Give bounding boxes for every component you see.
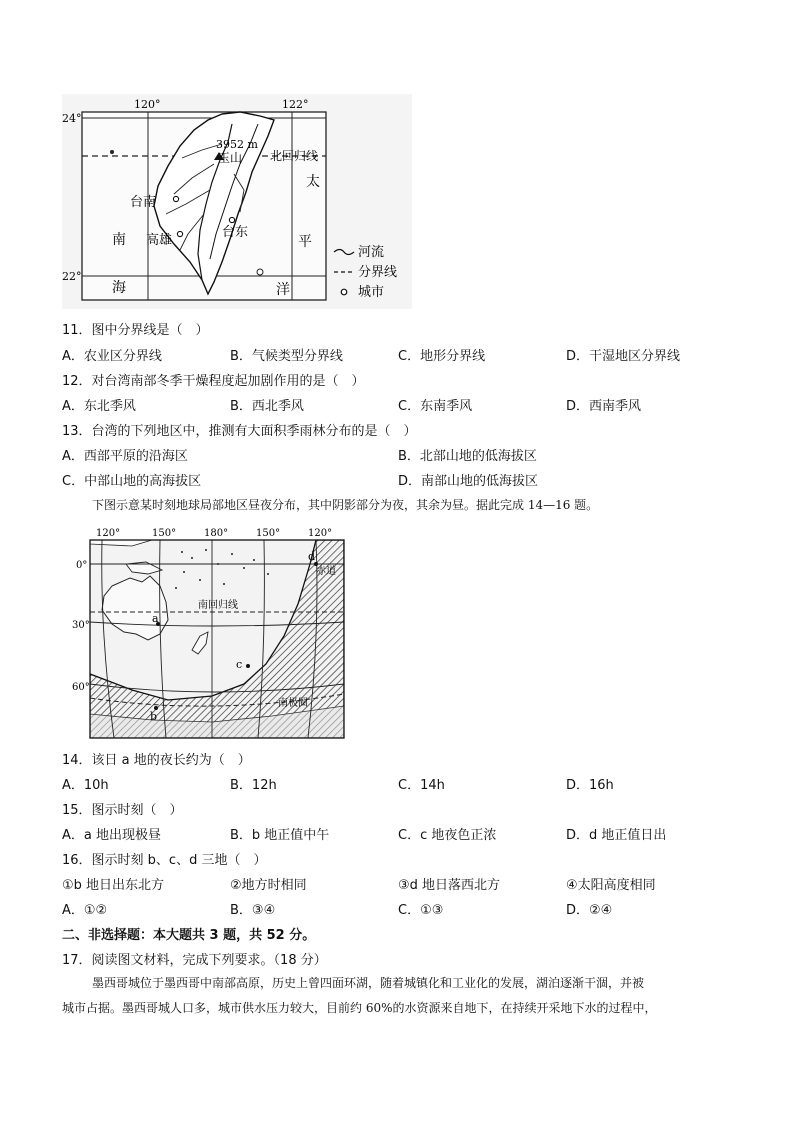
q14-option-b[interactable]: B．12h (230, 778, 277, 793)
lon-label-1: 120° (96, 528, 121, 539)
q14-option-d[interactable]: D．16h (566, 778, 614, 793)
q11-stem: 11．图中分界线是（ ） (62, 323, 209, 338)
q14-stem: 14．该日 a 地的夜长约为（ ） (62, 753, 251, 768)
q16-item-1: ①b 地日出东北方 (62, 878, 165, 893)
lon-label-120: 120° (134, 98, 161, 111)
taiwan-map (62, 94, 412, 309)
lon-label-122: 122° (282, 98, 309, 111)
point-a-label: a (152, 612, 159, 625)
q13-option-b[interactable]: B．北部山地的低海拔区 (398, 449, 537, 464)
polar-circle-label: 南极圈 (278, 698, 308, 709)
q11-option-c[interactable]: C．地形分界线 (398, 349, 486, 364)
legend-boundary-label: 分界线 (358, 265, 398, 280)
lon-label-4: 150° (256, 528, 281, 539)
q12-stem: 12．对台湾南部冬季干燥程度起加剧作用的是（ ） (62, 374, 365, 389)
q15-option-b[interactable]: B．b 地正值中午 (230, 828, 330, 843)
section-2-heading: 二、非选择题：本大题共 3 题，共 52 分。 (62, 928, 316, 943)
q16-option-b[interactable]: B．③④ (230, 903, 276, 918)
q15-option-c[interactable]: C．c 地夜色正浓 (398, 828, 497, 843)
q13-option-a[interactable]: A．西部平原的沿海区 (62, 449, 188, 464)
q13-stem: 13．台湾的下列地区中，推测有大面积季雨林分布的是（ ） (62, 424, 417, 439)
q17-paragraph-line-2: 城市占据。墨西哥城人口多，城市供水压力较大，目前约 60%的水资源来自地下，在持续开采地下水的过程中， (62, 1001, 657, 1015)
equator-label: 赤道 (316, 566, 336, 577)
point-d-label: d (308, 550, 316, 563)
q11-option-b[interactable]: B．气候类型分界线 (230, 349, 343, 364)
q15-option-d[interactable]: D．d 地正值日出 (566, 828, 667, 843)
point-c-marker (246, 664, 250, 668)
q16-stem: 16．图示时刻 b、c、d 三地（ ） (62, 853, 267, 868)
ocean-label-3: 洋 (276, 282, 290, 298)
q16-item-4: ④太阳高度相同 (566, 878, 656, 893)
lon-label-3: 180° (204, 528, 229, 539)
city-label-kaohsiung: 高雄 (146, 233, 173, 248)
q16-item-3: ③d 地日落西北方 (398, 878, 501, 893)
lat-label-30: 30° (72, 620, 90, 631)
q16-option-c[interactable]: C．①③ (398, 903, 444, 918)
legend-city-label: 城市 (358, 285, 385, 300)
lat-label-0: 0° (76, 560, 88, 571)
q16-option-d[interactable]: D．②④ (566, 903, 613, 918)
ocean-label-2: 平 (298, 234, 312, 250)
sea-label-2: 海 (112, 280, 126, 296)
q17-stem: 17．阅读图文材料，完成下列要求。（18 分） (62, 953, 327, 968)
city-dot-tainan (173, 196, 178, 201)
city-legend-icon (341, 289, 347, 295)
q12-option-d[interactable]: D．西南季风 (566, 399, 642, 414)
lat-label-22: 22° (62, 270, 82, 283)
island (110, 150, 114, 154)
q13-option-d[interactable]: D．南部山地的低海拔区 (398, 474, 539, 489)
q16-item-2: ②地方时相同 (230, 878, 307, 893)
city-dot-taitung (229, 217, 234, 222)
tropic-label: 南回归线 (198, 600, 238, 611)
lat-label-60: 60° (72, 682, 90, 693)
q12-option-a[interactable]: A．东北季风 (62, 399, 136, 414)
lon-label-2: 150° (152, 528, 177, 539)
q14-option-c[interactable]: C．14h (398, 778, 445, 793)
q11-option-a[interactable]: A．农业区分界线 (62, 349, 162, 364)
q12-option-b[interactable]: B．西北季风 (230, 399, 304, 414)
q12-option-c[interactable]: C．东南季风 (398, 399, 473, 414)
city-label-tainan: 台南 (130, 195, 157, 210)
city-dot-kaohsiung (177, 231, 182, 236)
point-c-label: c (236, 658, 243, 671)
lon-label-5: 120° (308, 528, 333, 539)
lat-label-24: 24° (62, 112, 82, 125)
sea-label-1: 南 (112, 232, 126, 248)
q11-option-d[interactable]: D．干湿地区分界线 (566, 349, 681, 364)
peak-elevation: 3952 m (216, 138, 258, 151)
day-night-map (72, 524, 346, 740)
q16-option-a[interactable]: A．①② (62, 903, 108, 918)
q15-stem: 15．图示时刻（ ） (62, 803, 183, 818)
intro-14-16: 下图示意某时刻地球局部地区昼夜分布，其中阴影部分为夜，其余为昼。据此完成 14—16 题。 (92, 498, 599, 512)
q13-option-c[interactable]: C．中部山地的高海拔区 (62, 474, 202, 489)
city-label-taitung: 台东 (222, 225, 249, 240)
q17-paragraph-line-1: 墨西哥城位于墨西哥中南部高原，历史上曾四面环湖，随着城镇化和工业化的发展，湖泊逐渐干涸，并被 (92, 976, 645, 990)
legend-river-label: 河流 (358, 245, 385, 260)
tropic-label: 北回归线 (270, 149, 319, 163)
point-b-label: b (150, 710, 158, 723)
q15-option-a[interactable]: A．a 地出现极昼 (62, 828, 161, 843)
peak-name: 玉山 (218, 151, 243, 165)
ocean-label-1: 太 (306, 174, 320, 190)
q14-option-a[interactable]: A．10h (62, 778, 109, 793)
